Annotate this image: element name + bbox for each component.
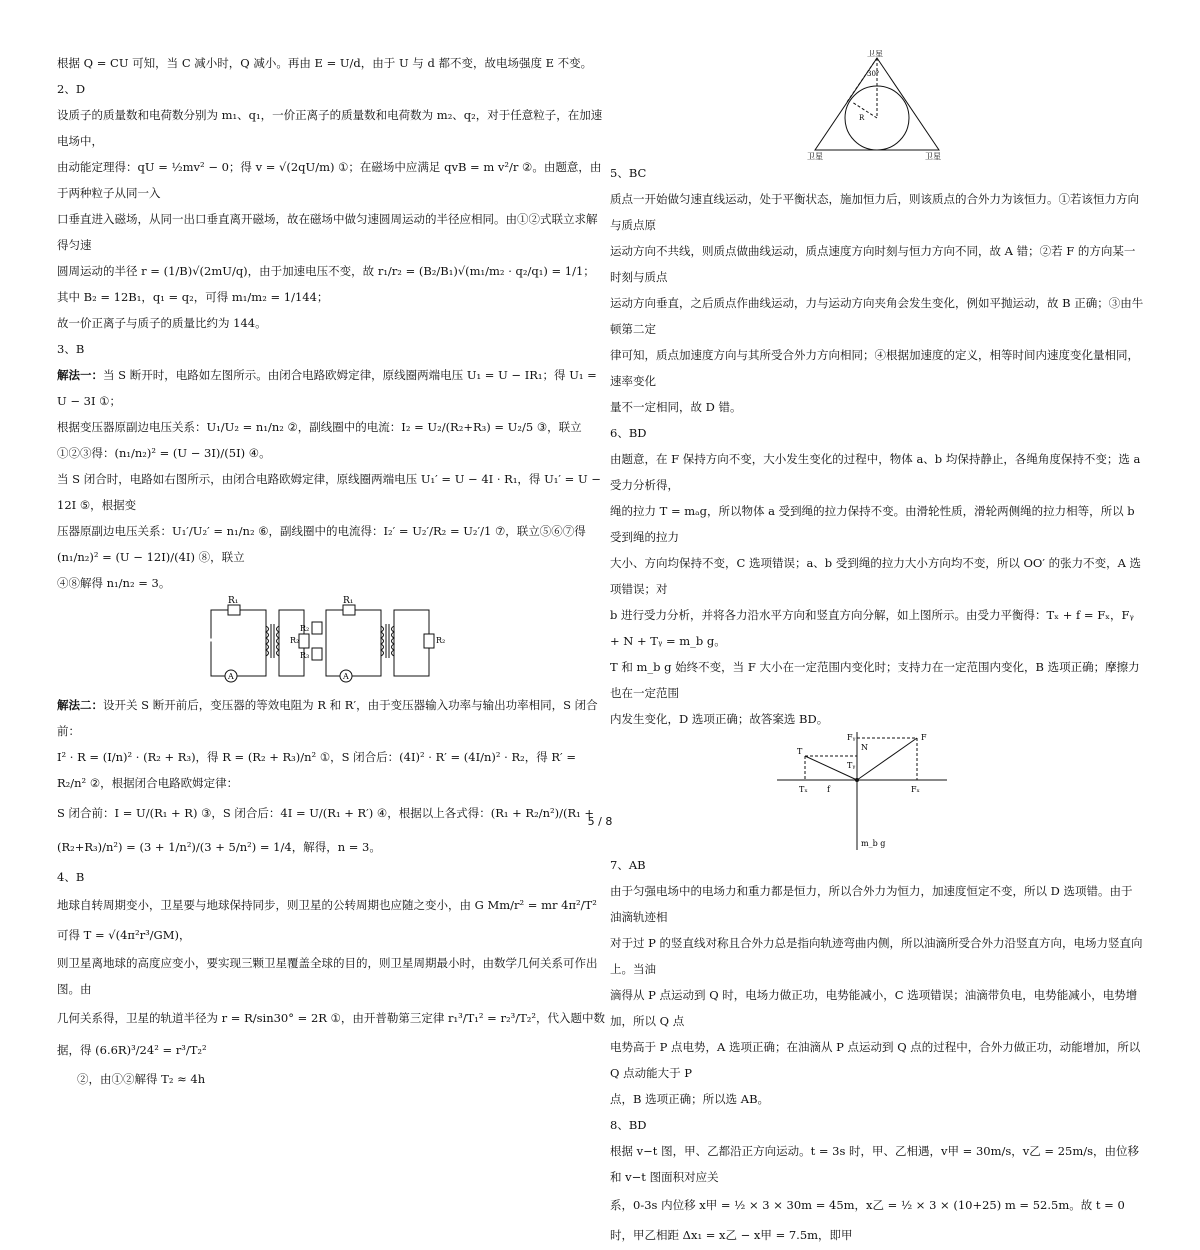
force-diagram [777,732,977,852]
paragraph: 当 S 闭合时，电路如右图所示，由闭合电路欧姆定律，原线圈两端电压 U₁′ = U − 4I · R₁，得 U₁′ = U − 12I ⑤，根据变 [57,472,601,512]
paragraph: 系，0-3s 内位移 x甲 = ½ × 3 × 30m = 45m，x乙 = ½ × 3 × (10+25) m = 52.5m。故 t = 0 时，甲乙相距 Δx₁ = x乙 − x甲 = 7.5m，即甲 [610,1198,1125,1242]
paragraph: 质点一开始做匀速直线运动，处于平衡状态，施加恒力后，则该质点的合外力为该恒力。①若该恒力方向与质点原 [610,192,1139,232]
label-friction: f [827,785,830,794]
paragraph: 运动方向垂直，之后质点作曲线运动，力与运动方向夹角会发生变化，例如平抛运动，故 B 正确；③由牛顿第二定 [610,296,1144,336]
question-number: 4、B [57,870,85,884]
left-column [57,50,605,1092]
question-number: 3、B [57,342,85,356]
paragraph: 律可知，质点加速度方向与其所受合外力方向相同；④根据加速度的定义，相等时间内速度变化量相同，速率变化 [610,348,1139,388]
paragraph: 圆周运动的半径 r = (1/B)√(2mU/q)，由于加速电压不变，故 r₁/r₂ = (B₂/B₁)√(m₁/m₂ · q₂/q₁) = 1/1；其中 B₂ = 12B₁，q₁ = q₂，可得 m₁/m₂ = 1/144； [57,264,595,304]
page-number: 5 / 8 [587,815,613,828]
radius-label: R [859,114,865,122]
label-r2-left: R₂ [300,624,310,633]
label-r1: R₁ [228,596,239,606]
label-fx: Fₓ [911,785,920,794]
paragraph: S 闭合前：I = U/(R₁ + R) ③，S 闭合后：4I = U/(R₁ + R′) ④，根据以上各式得：(R₁ + R₂/n²)/(R₁ + (R₂+R₃)/n²) = (3 + 1/n²)/(3 + 5/n²) = 1/4，解得，n = 3。 [57,806,594,854]
paragraph: b 进行受力分析，并将各力沿水平方向和竖直方向分解，如上图所示。由受力平衡得：Tₓ + f = Fₓ，Fᵧ + N + Tᵧ = m_b g。 [610,608,1134,648]
paragraph: T 和 m_b g 始终不变，当 F 大小在一定范围内变化时；支持力在一定范围内变化，B 选项正确；摩擦力也在一定范围 [610,660,1140,700]
satellite-left-label: 卫星 [807,152,823,160]
label-r2-right: R₂ [436,636,446,645]
ammeter-right: A [343,672,349,681]
satellite-top-label: 卫星 [867,50,883,58]
label-r3-left: R₃ [300,651,310,660]
paragraph: ④⑧解得 n₁/n₂ = 3。 [57,576,171,590]
paragraph: 则卫星离地球的高度应变小，要实现三颗卫星覆盖全球的目的，则卫星周期最小时，由数学几何关系可作出图。由 [57,956,598,996]
paragraph: I² · R = (I/n)² · (R₂ + R₃)，得 R = (R₂ + R₃)/n² ①，S 闭合后：(4I)² · R′ = (4I/n)² · R₂，得 R′ = R₂/n² ②，根据闭合电路欧姆定律： [57,750,576,790]
paragraph: 几何关系得，卫星的轨道半径为 r = R/sin30° = 2R ①，由开普勒第三定律 r₁³/T₁² = r₂³/T₂²，代入题中数据，得 (6.6R)³/24² = r³/T₂² [57,1011,605,1057]
paragraph [57,362,605,414]
paragraph: 压器原副边电压关系：U₁′/U₂′ = n₁/n₂ ⑥，副线圈中的电流得：I₂′ = U₂′/R₂ = U₂′/1 ⑦，联立⑤⑥⑦得 (n₁/n₂)² = (U − 12I)/(4I) ⑧，联立 [57,524,586,564]
paragraph: 由于匀强电场中的电场力和重力都是恒力，所以合外力为恒力，加速度恒定不变，所以 D 选项错。由于油滴轨迹相 [610,884,1133,924]
question-number: 5、BC [610,166,647,180]
question-number: 6、BD [610,426,647,440]
paragraph: 对于过 P 的竖直线对称且合外力总是指向轨迹弯曲内侧，所以油滴所受合外力沿竖直方向，电场力竖直向上。当油 [610,936,1143,976]
question-number: 2、D [57,82,86,96]
label-r1-right: R₁ [343,596,354,606]
paragraph: ②，由①②解得 T₂ ≈ 4h [77,1072,206,1086]
paragraph: 由动能定理得：qU = ½mv² − 0；得 v = √(2qU/m) ①；在磁场中应满足 qvB = m v²/r ②。由题意，由于两种粒子从同一入 [57,160,602,200]
label-tx: Tₓ [799,785,808,794]
ammeter-left: A [228,672,234,681]
paragraph: 口垂直进入磁场，从同一出口垂直离开磁场，故在磁场中做匀速圆周运动的半径应相同。由①②式联立求解得匀速 [57,212,598,252]
paragraph-text: 当 S 断开时，电路如左图所示。由闭合电路欧姆定律，原线圈两端电压 U₁ = U − IR₁；得 U₁ = U − 3I ①； [57,368,597,408]
label-r2: R₂ [290,636,300,645]
paragraph: 根据变压器原副边电压关系：U₁/U₂ = n₁/n₂ ②，副线圈中的电流：I₂ = U₂/(R₂+R₃) = U₂/5 ③，联立①②③得：(n₁/n₂)² = (U − 3I)/(5I) ④。 [57,420,582,460]
angle-label: 30° [867,70,880,78]
label-mg: m_b g [861,839,886,848]
question-number: 7、AB [610,858,646,872]
paragraph: 大小、方向均保持不变，C 选项错误；a、b 受到绳的拉力大小方向均不变，所以 OO′ 的张力不变，A 选项错误；对 [610,556,1142,596]
method-label: 解法一： [57,368,103,382]
paragraph: 根据 v−t 图，甲、乙都沿正方向运动。t = 3s 时，甲、乙相遇，v甲 = 30m/s，v乙 = 25m/s，由位移和 v−t 图面积对应关 [610,1144,1140,1184]
paragraph-text: 设开关 S 断开前后，变压器的等效电阻为 R 和 R′，由于变压器输入功率与输出功率相同，S 闭合前： [57,698,598,738]
paragraph: 内发生变化，D 选项正确；故答案选 BD。 [610,712,829,726]
paragraph: 电势高于 P 点电势，A 选项正确；在油滴从 P 点运动到 Q 点的过程中，合外力做正功，动能增加，所以 Q 点动能大于 P [610,1040,1141,1080]
paragraph: 根据 Q = CU 可知，当 C 减小时，Q 减小。再由 E = U/d，由于 U 与 d 都不变，故电场强度 E 不变。 [57,56,593,70]
transformer-circuit-diagram [206,596,456,692]
paragraph: 运动方向不共线，则质点做曲线运动，质点速度方向时刻与恒力方向不同，故 A 错；②若 F 的方向某一时刻与质点 [610,244,1136,284]
paragraph: 点，B 选项正确；所以选 AB。 [610,1092,770,1106]
right-column [610,50,1144,1250]
paragraph: 地球自转周期变小，卫星要与地球保持同步，则卫星的公转周期也应随之变小，由 G Mm/r² = mr 4π²/T² 可得 T = √(4π²r³/GM)， [57,898,597,942]
label-ty: Tᵧ [847,761,856,770]
paragraph: 绳的拉力 T = mₐg，所以物体 a 受到绳的拉力保持不变。由滑轮性质，滑轮两侧绳的拉力相等，所以 b 受到绳的拉力 [610,504,1135,544]
paragraph [57,692,605,744]
method-label: 解法二： [57,698,103,712]
paragraph: 由题意，在 F 保持方向不变，大小发生变化的过程中，物体 a、b 均保持静止，各绳角度保持不变；选 a 受力分析得， [610,452,1141,492]
satellite-right-label: 卫星 [925,152,941,160]
label-fy: Fᵧ [847,733,856,742]
label-n: N [861,743,868,752]
paragraph: 设质子的质量数和电荷数分别为 m₁、q₁，一价正离子的质量数和电荷数为 m₂、q₂，对于任意粒子，在加速电场中， [57,108,603,148]
question-number: 8、BD [610,1118,647,1132]
label-f: F [921,733,927,742]
paragraph: 故一价正离子与质子的质量比约为 144。 [57,316,267,330]
label-t: T [797,747,803,756]
paragraph: 量不一定相同，故 D 错。 [610,400,742,414]
satellite-diagram [807,50,947,160]
paragraph: 滴得从 P 点运动到 Q 时，电场力做正功，电势能减小，C 选项错误；油滴带负电，电势能减小，电势增加，所以 Q 点 [610,988,1138,1028]
